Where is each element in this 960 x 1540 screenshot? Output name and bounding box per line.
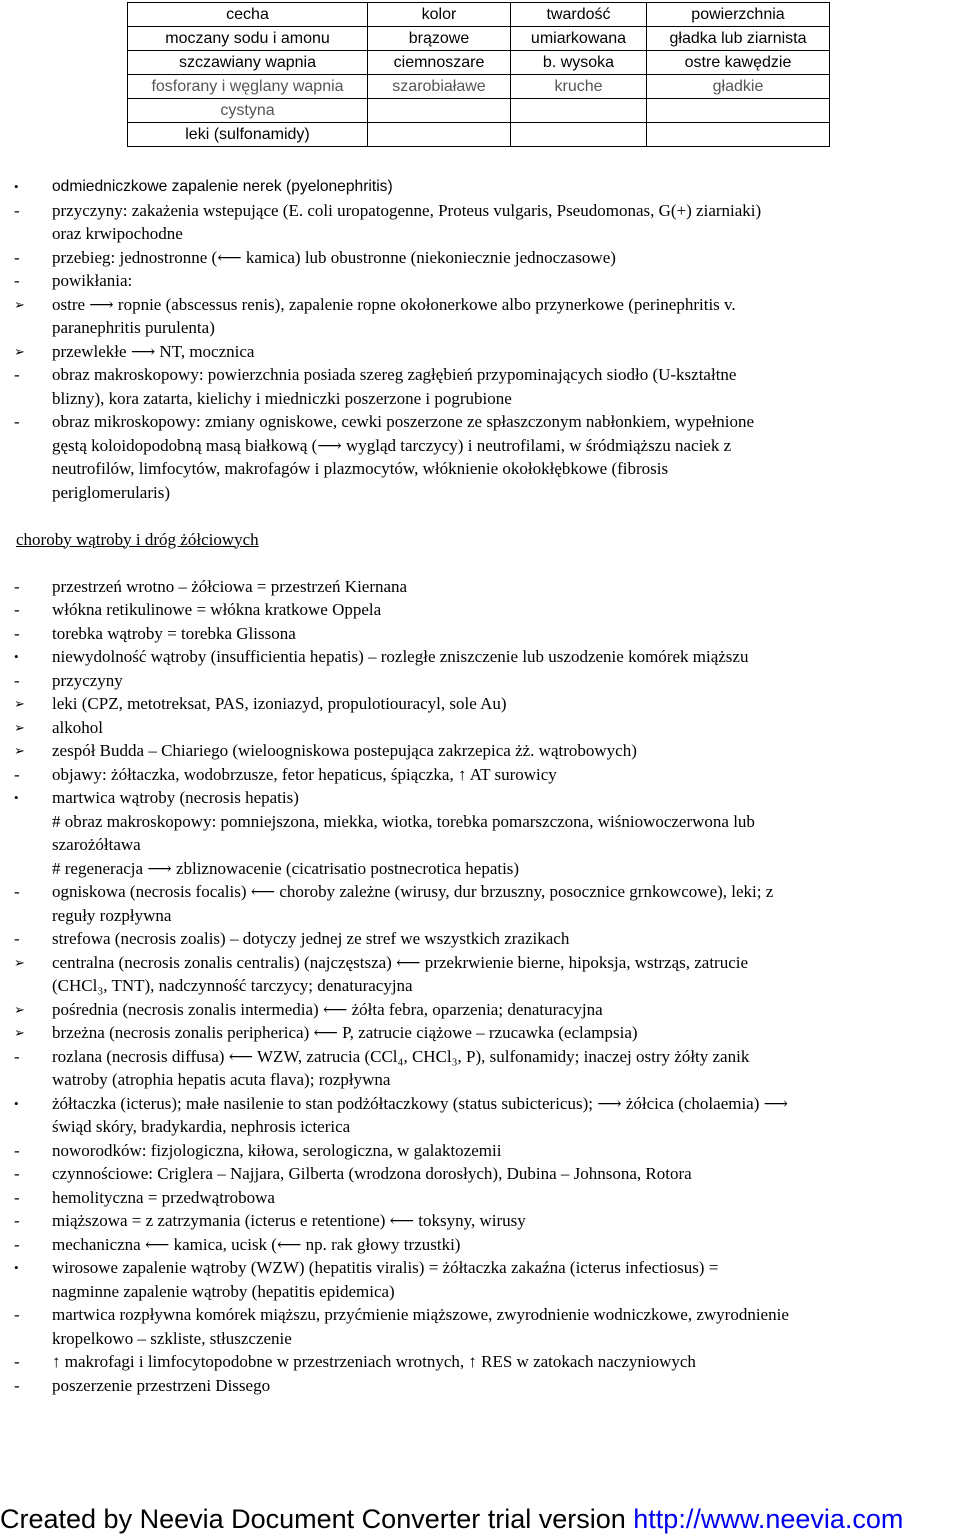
dash-marker: - xyxy=(14,764,20,784)
bullet-marker: • xyxy=(14,179,19,194)
text-line: reguły rozpływna xyxy=(52,905,172,925)
table-cell: kruche xyxy=(511,75,647,99)
dash-marker: - xyxy=(14,271,20,290)
table-cell: fosforany i węglany wapnia xyxy=(128,75,368,99)
table-cell: twardość xyxy=(511,3,647,27)
text-line: przewlekłe ⟶ NT, mocznica xyxy=(52,341,255,361)
dash-marker: - xyxy=(14,1234,20,1254)
text-line: szarożółtawa xyxy=(52,835,141,854)
table-cell: cystyna xyxy=(128,99,368,123)
text-line: leki (CPZ, metotreksat, PAS, izoniazyd, propulotiouracyl, sole Au) xyxy=(52,694,507,713)
text-line: odmiedniczkowe zapalenie nerek (pyelonephritis) xyxy=(52,178,393,195)
dash-marker: - xyxy=(14,1211,20,1230)
bullet-marker: • xyxy=(14,1260,19,1275)
text-line: rozlana (necrosis diffusa) ⟵ WZW, zatrucia (CCl₄, CHCl₃, P), sulfonamidy; inaczej ostry żółty zanik xyxy=(52,1046,750,1066)
text-line: ogniskowa (necrosis focalis) ⟵ choroby zależne (wirusy, dur brzuszny, posocznice grnkowcowe), leki; z xyxy=(52,882,774,901)
text-line: obraz mikroskopowy: zmiany ogniskowe, cewki poszerzone ze spłaszczonym nabłonkiem, wypełnione xyxy=(52,412,754,431)
arrow-bullet-icon: ➢ xyxy=(14,696,25,711)
footer-text: Created by Neevia Document Converter trial version xyxy=(0,1504,634,1534)
text-line: martwica wątroby (necrosis hepatis) xyxy=(52,788,299,807)
table-cell: brązowe xyxy=(368,27,511,51)
dash-marker: - xyxy=(14,600,20,619)
text-line: alkohol xyxy=(52,717,103,737)
text-line: żółtaczka (icterus); małe nasilenie to stan podżółtaczkowy (status subictericus); ⟶ żółcica (cholaemia) ⟶ xyxy=(52,1093,789,1113)
text-line: powikłania: xyxy=(52,271,133,290)
text-line: niewydolność wątroby (insufficientia hepatis) – rozległe zniszczenie lub uszodzenie komórek miąższu xyxy=(52,647,749,666)
table-cell: powierzchnia xyxy=(647,3,830,27)
text-line: przestrzeń wrotno – żółciowa = przestrzeń Kiernana xyxy=(52,576,408,596)
bullet-marker: • xyxy=(14,1095,19,1111)
dash-marker: - xyxy=(14,1375,20,1395)
text-line: świąd skóry, bradykardia, nephrosis icterica xyxy=(52,1117,351,1136)
text-line: oraz krwipochodne xyxy=(52,224,183,243)
dash-marker: - xyxy=(14,365,20,384)
table-cell: moczany sodu i amonu xyxy=(128,27,368,51)
converter-footer xyxy=(0,1502,960,1536)
dash-marker: - xyxy=(14,1164,20,1183)
text-line: przebieg: jednostronne (⟵ kamica) lub obustronne (niekoniecznie jednoczasowe) xyxy=(52,247,616,267)
text-line: nagminne zapalenie wątroby (hepatitis epidemica) xyxy=(52,1281,395,1301)
footer-link[interactable]: http://www.neevia.com xyxy=(633,1504,904,1534)
text-line: (CHCl₃, TNT), nadczynność tarczycy; denaturacyjna xyxy=(52,976,413,995)
text-line: wirosowe zapalenie wątroby (WZW) (hepatitis viralis) = żółtaczka zakaźna (icterus infectiosus) = xyxy=(52,1258,719,1277)
arrow-bullet-icon: ➢ xyxy=(14,954,25,970)
dash-marker: - xyxy=(14,576,20,596)
text-line: pośrednia (necrosis zonalis intermedia) ⟵ żółta febra, oparzenia; denaturacyjna xyxy=(52,999,603,1019)
table-cell: szczawiany wapnia xyxy=(128,51,368,75)
text-line: poszerzenie przestrzeni Dissego xyxy=(52,1375,271,1395)
dash-marker: - xyxy=(14,1305,20,1324)
table-cell: kolor xyxy=(368,3,511,27)
text-line: noworodków: fizjologiczna, kiłowa, serologiczna, w galaktozemii xyxy=(52,1140,502,1160)
arrow-bullet-icon: ➢ xyxy=(14,1025,25,1040)
arrow-bullet-icon: ➢ xyxy=(14,296,25,312)
table-cell: ciemnoszare xyxy=(368,51,511,75)
table-cell: cecha xyxy=(128,3,368,27)
table-cell: ostre kawędzie xyxy=(647,51,830,75)
text-line: czynnościowe: Criglera – Najjara, Gilberta (wrodzona dorosłych), Dubina – Johnsona, Rotora xyxy=(52,1164,692,1183)
table-cell: b. wysoka xyxy=(511,51,647,75)
dash-marker: - xyxy=(14,623,20,643)
text-line: torebka wątroby = torebka Glissona xyxy=(52,623,296,643)
text-line: obraz makroskopowy: powierzchnia posiada szereg zagłębień przypominających siodło (U-kształtne xyxy=(52,365,737,384)
dash-marker: - xyxy=(14,200,20,220)
text-line: # regeneracja ⟶ zbliznowacenie (cicatrisatio postnecrotica hepatis) xyxy=(52,858,520,878)
text-line: ↑ makrofagi i limfocytopodobne w przestrzeniach wrotnych, ↑ RES w zatokach naczyniowych xyxy=(52,1352,696,1371)
dash-marker: - xyxy=(14,1352,20,1371)
table-cell: gładkie xyxy=(647,75,830,99)
text-line: mechaniczna ⟵ kamica, ucisk (⟵ np. rak głowy trzustki) xyxy=(52,1234,461,1254)
text-line: przyczyny: zakażenia wstepujące (E. coli uropatogenne, Proteus vulgaris, Pseudomonas, G(+) ziarniaki) xyxy=(52,200,762,220)
text-line: włókna retikulinowe = włókna kratkowe Oppela xyxy=(52,600,382,619)
dash-marker: - xyxy=(14,882,20,901)
table-cell: leki (sulfonamidy) xyxy=(128,123,368,147)
dash-marker: - xyxy=(14,1187,20,1207)
text-line: blizny), kora zatarta, kielichy i miedniczki poszerzone i pogrubione xyxy=(52,388,512,408)
text-line: strefowa (necrosis zoalis) – dotyczy jednej ze stref we wszystkich zrazikach xyxy=(52,929,570,948)
text-line: brzeżna (necrosis zonalis peripherica) ⟵ P, zatrucie ciążowe – rzucawka (eclampsia) xyxy=(52,1023,638,1042)
table-cell: umiarkowana xyxy=(511,27,647,51)
text-line: neutrofilów, limfocytów, makrofagów i plazmocytów, włóknienie okołokłębkowe (fibrosis xyxy=(52,459,669,478)
dash-marker: - xyxy=(14,1140,20,1160)
text-line: gęstą koloidopodobną masą białkową (⟶ wygląd tarczycy) i neutrofilami, w śródmiąższu naciek z xyxy=(52,435,732,455)
dash-marker: - xyxy=(14,1046,20,1066)
text-line: centralna (necrosis zonalis centralis) (najczęstsza) ⟵ przekrwienie bierne, hipoksja, wstrząs, zatrucie xyxy=(52,952,749,972)
text-line: zespół Budda – Chiariego (wieloogniskowa postepująca zakrzepica żż. wątrobowych) xyxy=(52,741,637,760)
text-line: kropelkowo – szkliste, stłuszczenie xyxy=(52,1328,292,1348)
text-line: periglomerularis) xyxy=(52,482,171,502)
bullet-marker: • xyxy=(14,790,19,805)
arrow-bullet-icon: ➢ xyxy=(14,1001,25,1017)
text-line: ostre ⟶ ropnie (abscessus renis), zapalenie ropne okołonerkowe albo przynerkowe (perinephritis v. xyxy=(52,294,736,314)
dash-marker: - xyxy=(14,247,20,267)
arrow-bullet-icon: ➢ xyxy=(14,743,25,758)
dash-marker: - xyxy=(14,670,20,690)
section-heading: choroby wątroby i dróg żółciowych xyxy=(16,529,259,549)
arrow-bullet-icon: ➢ xyxy=(14,719,25,735)
text-line: przyczyny xyxy=(52,670,123,690)
text-line: # obraz makroskopowy: pomniejszona, miekka, wiotka, torebka pomarszczona, wiśniowoczerwona lub xyxy=(52,811,755,831)
dash-marker: - xyxy=(14,412,20,431)
bullet-marker: • xyxy=(14,649,19,664)
text-line: miąższowa = z zatrzymania (icterus e retentione) ⟵ toksyny, wirusy xyxy=(52,1211,526,1230)
arrow-bullet-icon: ➢ xyxy=(14,343,25,359)
text-line: watroby (atrophia hepatis acuta flava); rozpływna xyxy=(52,1070,391,1089)
text-line: martwica rozpływna komórek miąższu, przyćmienie miąższowe, zwyrodnienie wodniczkowe, zwyrodnienie xyxy=(52,1305,789,1324)
dash-marker: - xyxy=(14,929,20,948)
text-line: paranephritis purulenta) xyxy=(52,318,215,337)
text-line: objawy: żółtaczka, wodobrzusze, fetor hepaticus, śpiączka, ↑ AT surowicy xyxy=(52,764,557,784)
text-line: hemolityczna = przedwątrobowa xyxy=(52,1187,275,1207)
table-cell: gładka lub ziarnista xyxy=(647,27,830,51)
table-cell: szarobiaławe xyxy=(368,75,511,99)
